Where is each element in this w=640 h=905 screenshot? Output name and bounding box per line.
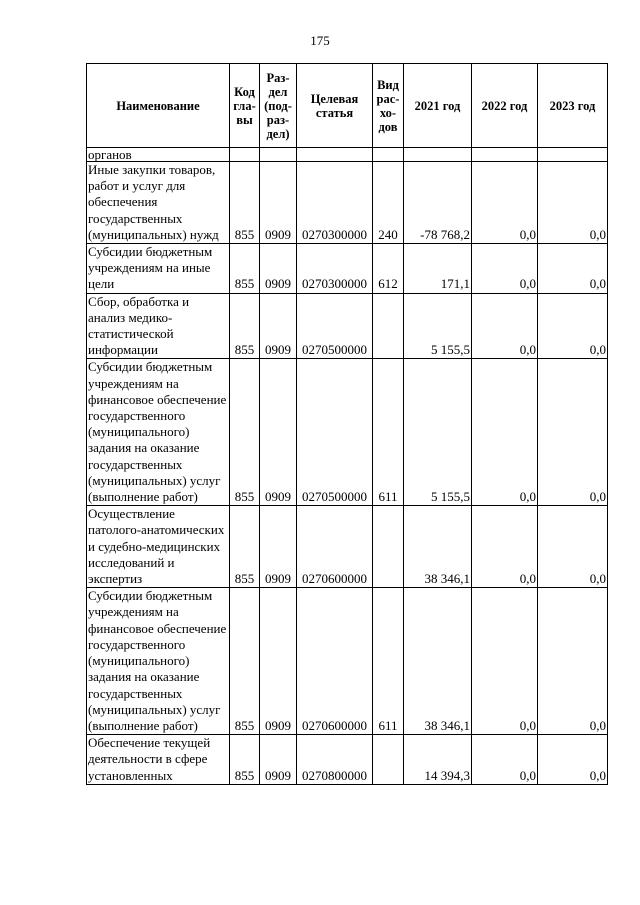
cell-razdel: 0909 <box>260 244 297 294</box>
cell-glava: 855 <box>230 506 260 588</box>
table-row <box>87 293 608 359</box>
cell-2022: 0,0 <box>472 162 538 244</box>
cell-razdel: 0909 <box>260 588 297 735</box>
col-header-statya: Целевая статья <box>297 64 373 148</box>
cell-glava: 855 <box>230 735 260 785</box>
cell-vid: 611 <box>373 359 404 506</box>
cell-2022: 0,0 <box>472 293 538 359</box>
cell-name: Субсидии бюджетным учреждениям на иные цели <box>87 244 230 294</box>
cell-2023: 0,0 <box>538 588 608 735</box>
cell-name: Обеспечение текущей деятельности в сфере установленных <box>87 735 230 785</box>
cell-2021: 38 346,1 <box>404 588 472 735</box>
cell-2021: 14 394,3 <box>404 735 472 785</box>
cell-statya: 0270600000 <box>297 506 373 588</box>
cell-glava: 855 <box>230 162 260 244</box>
cell-glava: 855 <box>230 244 260 294</box>
cell-2023: 0,0 <box>538 244 608 294</box>
table-row <box>87 359 608 506</box>
cell-razdel: 0909 <box>260 735 297 785</box>
table-row <box>87 244 608 294</box>
cell-vid <box>373 293 404 359</box>
cell-name: Иные закупки товаров, работ и услуг для обеспечения государственных (муниципальных) нужд <box>87 162 230 244</box>
cell-2022: 0,0 <box>472 244 538 294</box>
cell-2022: 0,0 <box>472 588 538 735</box>
cell-vid <box>373 735 404 785</box>
cell-2023 <box>538 148 608 162</box>
table-row <box>87 588 608 735</box>
cell-vid: 611 <box>373 588 404 735</box>
cell-statya: 0270300000 <box>297 162 373 244</box>
cell-2021: -78 768,2 <box>404 162 472 244</box>
cell-name: Субсидии бюджетным учреждениям на финансовое обеспечение государственного (муниципального) задания на оказание государственных (муниципальных) услуг (выполнение работ) <box>87 588 230 735</box>
cell-2023: 0,0 <box>538 735 608 785</box>
cell-vid: 240 <box>373 162 404 244</box>
cell-statya: 0270500000 <box>297 359 373 506</box>
cell-razdel: 0909 <box>260 162 297 244</box>
col-header-2021: 2021 год <box>404 64 472 148</box>
col-header-2022: 2022 год <box>472 64 538 148</box>
col-header-vid: Вид рас- хо- дов <box>373 64 404 148</box>
cell-2023: 0,0 <box>538 162 608 244</box>
cell-name: Сбор, обработка и анализ медико-статистической информации <box>87 293 230 359</box>
header-row <box>87 64 608 148</box>
cell-2023: 0,0 <box>538 293 608 359</box>
cell-2021 <box>404 148 472 162</box>
cell-statya <box>297 148 373 162</box>
cell-glava: 855 <box>230 588 260 735</box>
cell-glava <box>230 148 260 162</box>
cell-statya: 0270500000 <box>297 293 373 359</box>
cell-2021: 171,1 <box>404 244 472 294</box>
cell-2021: 5 155,5 <box>404 293 472 359</box>
cell-glava: 855 <box>230 293 260 359</box>
cell-glava: 855 <box>230 359 260 506</box>
cell-razdel <box>260 148 297 162</box>
table-row <box>87 162 608 244</box>
cell-2021: 38 346,1 <box>404 506 472 588</box>
table-row <box>87 506 608 588</box>
cell-name: Субсидии бюджетным учреждениям на финансовое обеспечение государственного (муниципального) задания на оказание государственных (муниципальных) услуг (выполнение работ) <box>87 359 230 506</box>
col-header-glava: Код гла- вы <box>230 64 260 148</box>
col-header-2023: 2023 год <box>538 64 608 148</box>
cell-2022: 0,0 <box>472 506 538 588</box>
budget-table <box>86 63 608 785</box>
cell-razdel: 0909 <box>260 293 297 359</box>
page-number: 175 <box>310 33 330 48</box>
col-header-name: Наименование <box>87 64 230 148</box>
col-header-razdel: Раз- дел (под- раз- дел) <box>260 64 297 148</box>
cell-2023: 0,0 <box>538 359 608 506</box>
table-row <box>87 735 608 785</box>
cell-name: органов <box>87 148 230 162</box>
cell-statya: 0270300000 <box>297 244 373 294</box>
cell-2022: 0,0 <box>472 735 538 785</box>
cell-vid <box>373 506 404 588</box>
cell-2023: 0,0 <box>538 506 608 588</box>
cell-statya: 0270800000 <box>297 735 373 785</box>
cell-2021: 5 155,5 <box>404 359 472 506</box>
cell-name: Осуществление патолого-анатомических и судебно-медицинских исследований и экспертиз <box>87 506 230 588</box>
table-row <box>87 148 608 162</box>
cell-razdel: 0909 <box>260 506 297 588</box>
cell-vid <box>373 148 404 162</box>
cell-statya: 0270600000 <box>297 588 373 735</box>
cell-2022 <box>472 148 538 162</box>
cell-razdel: 0909 <box>260 359 297 506</box>
cell-vid: 612 <box>373 244 404 294</box>
cell-2022: 0,0 <box>472 359 538 506</box>
